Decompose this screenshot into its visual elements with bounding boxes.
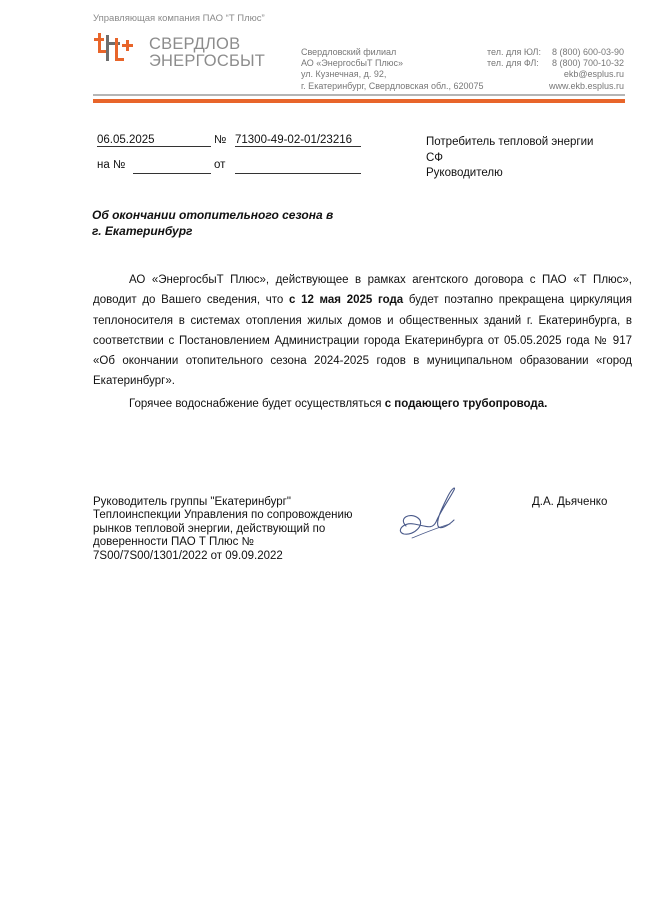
body-p2-text: Горячее водоснабжение будет осуществляться <box>129 397 385 410</box>
company-logo-wordmark <box>149 36 265 70</box>
email-row <box>487 69 624 80</box>
logo-line-1: СВЕРДЛОВ <box>149 35 241 53</box>
branch-name: Свердловский филиал <box>301 47 397 57</box>
signatory-line-4: доверенности ПАО Т Плюс № <box>93 536 254 549</box>
reply-number <box>133 161 211 174</box>
header-divider-gray <box>93 94 625 96</box>
logo-line-2: ЭНЕРГОСБЫТ <box>149 52 266 70</box>
branch-address-block <box>301 47 484 92</box>
body-p2-emphasis: с подающего трубопровода. <box>384 397 548 410</box>
managing-company-caption: Управляющая компания ПАО “Т Плюс” <box>93 13 265 24</box>
recipient-line-3: Руководителю <box>426 167 503 179</box>
branch-city: г. Екатеринбург, Свердловская обл., 620075 <box>301 80 484 91</box>
signatory-line-3: рынков тепловой энергии, действующий по <box>93 522 326 535</box>
recipient-block <box>426 135 593 182</box>
reply-from-label: от <box>214 159 226 171</box>
phone-fl-value: 8 (800) 700-10-32 <box>551 58 624 69</box>
website-row <box>487 81 624 92</box>
body-p1-date-emphasis: с 12 мая 2025 года <box>288 294 404 307</box>
letter-subject <box>92 208 333 239</box>
header-divider-orange <box>93 99 625 103</box>
signatory-line-2: Теплоинспекции Управления по сопровождению <box>93 509 353 522</box>
body-paragraph-1 <box>93 270 632 392</box>
email: ekb@esplus.ru <box>563 69 624 80</box>
reply-from-date <box>235 161 361 174</box>
letter-body <box>93 270 632 414</box>
handwritten-signature <box>392 482 472 544</box>
phone-ul-value: 8 (800) 600-03-90 <box>551 47 624 57</box>
subject-line-1: Об окончании отопительного сезона в <box>92 208 334 222</box>
body-p1-text-b: будет поэтапно прекращена циркуляция теплоносителя в системах отопления жилых домов и общественных зданий г. Екатеринбурга, в соответствии с Постановлением Администрации города Екатеринбурга от 05.05.2025 года № 917 «Об окончании отопительного сезона 2024-2025 годов в муниципальном образовании «город Екатеринбург». <box>93 294 632 388</box>
phone-fl-label: тел. для ФЛ: <box>487 58 539 69</box>
document-number-label: № <box>214 134 227 146</box>
body-p1-text-a: АО «ЭнергосбыТ Плюс», действующее в рамках агентского договора с ПАО «Т Плюс», доводит до Вашего сведения, что <box>93 274 632 307</box>
website: www.ekb.esplus.ru <box>548 80 624 91</box>
document-date: 06.05.2025 <box>97 134 211 147</box>
branch-company: АО «ЭнергосбыТ Плюс» <box>301 58 403 69</box>
signatory-position <box>93 496 363 563</box>
recipient-line-1: Потребитель тепловой энергии <box>426 136 594 148</box>
recipient-line-2: СФ <box>426 151 444 164</box>
reply-number-label: на № <box>97 159 126 171</box>
contacts-block <box>487 47 624 92</box>
subject-line-2: г. Екатеринбург <box>92 223 193 238</box>
signatory-line-1: Руководитель группы "Екатеринбург" <box>93 496 291 508</box>
signatory-line-5: 7S00/7S00/1301/2022 от 09.09.2022 <box>93 549 283 562</box>
signatory-name: Д.А. Дьяченко <box>532 496 608 508</box>
body-paragraph-2 <box>93 394 632 414</box>
phone-fl-row <box>487 58 624 69</box>
branch-street: ул. Кузнечная, д. 92, <box>301 69 387 80</box>
document-number: 71300-49-02-01/23216 <box>235 134 361 147</box>
phone-ul-row <box>487 47 624 58</box>
phone-ul-label: тел. для ЮЛ: <box>487 47 541 57</box>
